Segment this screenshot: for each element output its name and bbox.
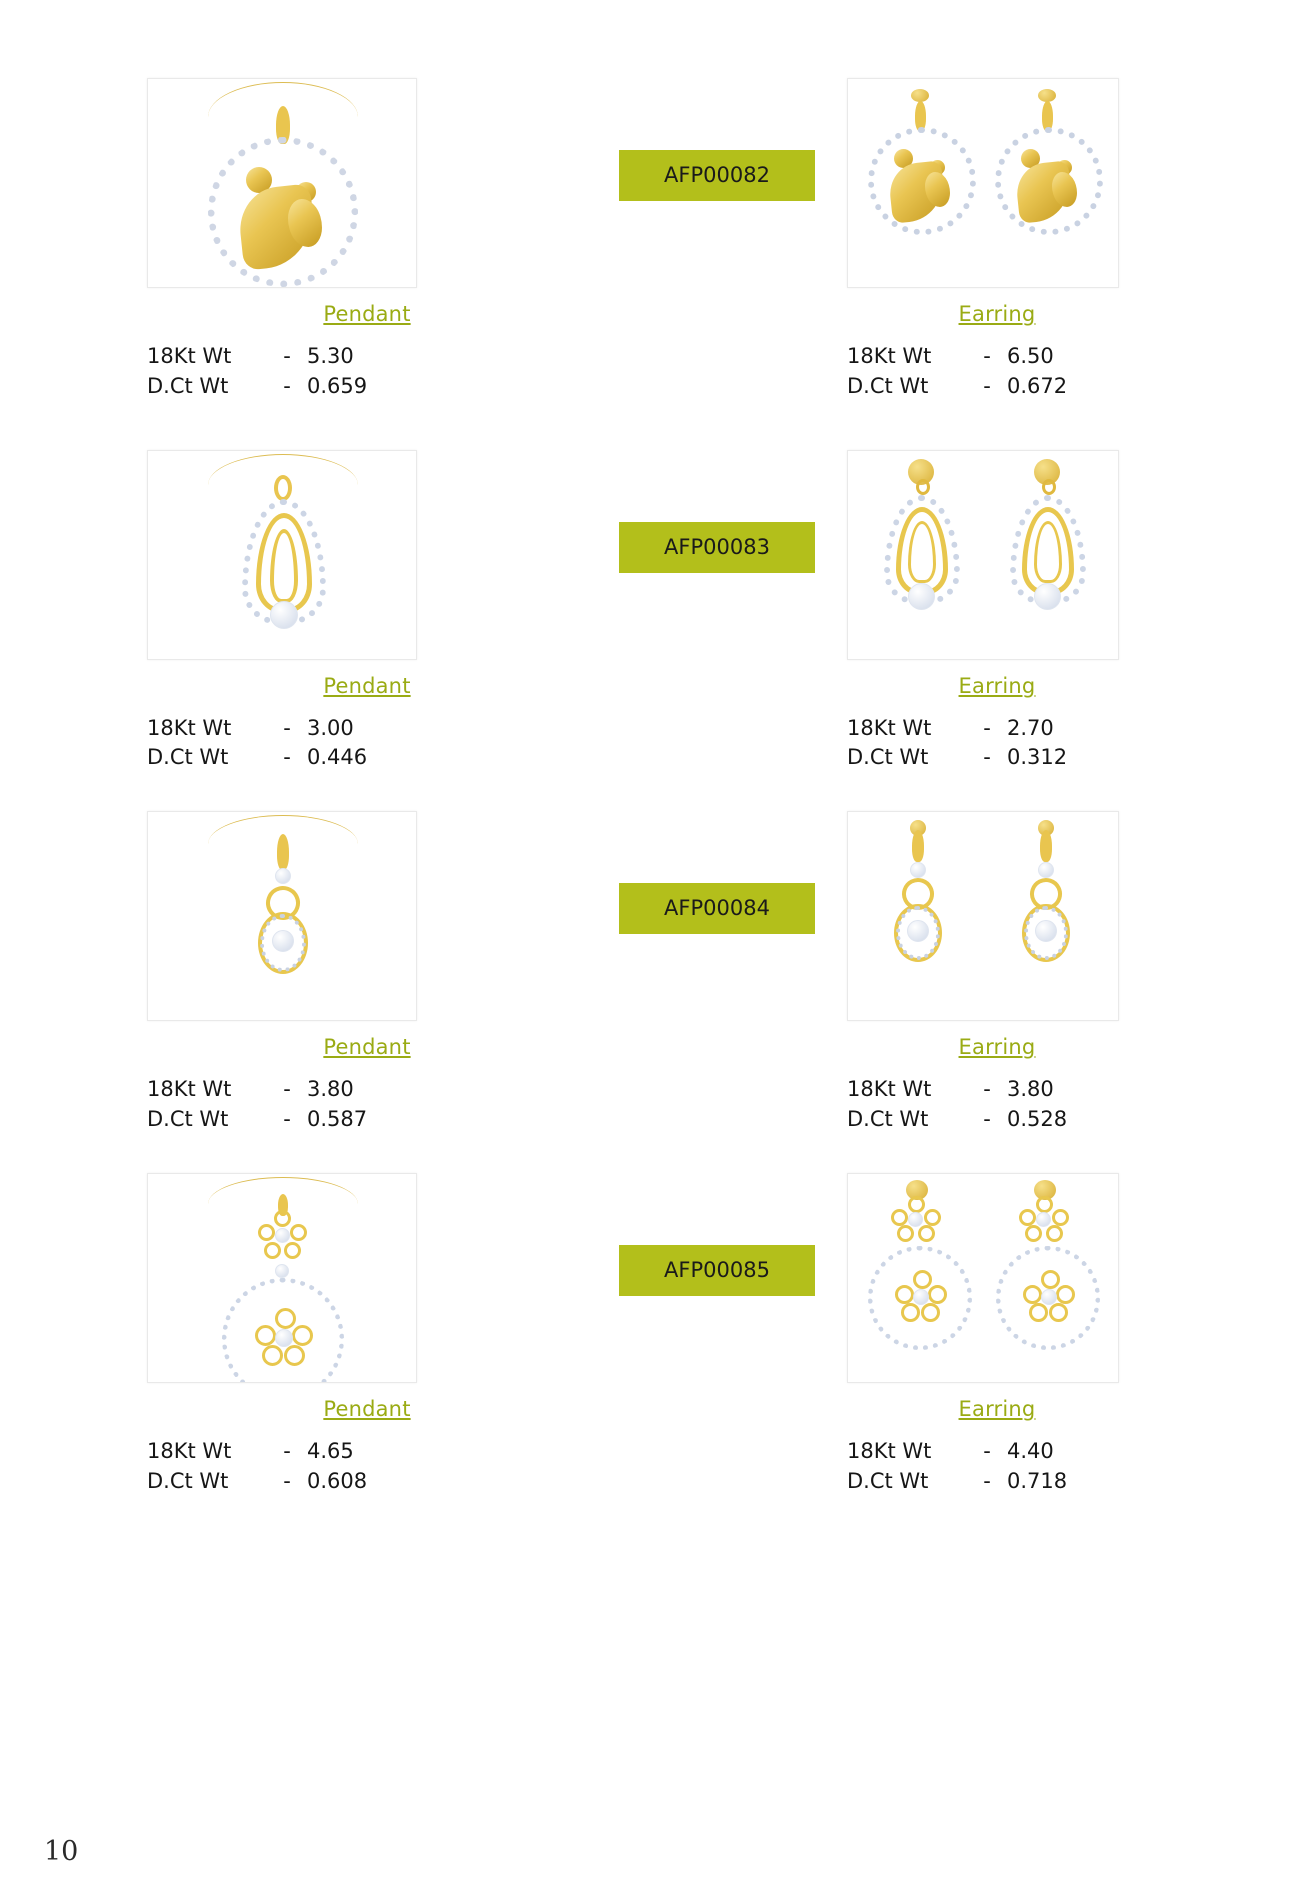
spec-dct: [847, 743, 1147, 773]
code-cell: [587, 450, 847, 573]
spec-dct-value: 0.312: [1007, 745, 1068, 770]
earring-cell: [847, 1173, 1147, 1497]
code-cell: [587, 811, 847, 934]
spec-dct-label: D.Ct Wt: [847, 1468, 929, 1493]
earring-caption: Earring: [958, 1396, 1036, 1421]
product-code-badge: AFP00085: [619, 1245, 815, 1296]
pendant-caption: Pendant: [323, 1035, 411, 1060]
pendant-image-afp00083: [147, 450, 417, 660]
spec-18kt-label: 18Kt Wt: [847, 344, 932, 368]
code-cell: [587, 78, 847, 201]
pendant-cell: [147, 811, 587, 1135]
earring-specs: [847, 714, 1147, 774]
spec-dct: [147, 1105, 587, 1135]
code-cell: [587, 1173, 847, 1296]
spec-18kt-value: 3.80: [1007, 1077, 1054, 1102]
pendant-caption: Pendant: [323, 673, 411, 698]
spec-dash: -: [283, 1107, 291, 1132]
pendant-cell: [147, 450, 587, 774]
spec-dash: -: [283, 1438, 291, 1463]
spec-18kt-value: 3.00: [307, 715, 354, 740]
spec-dash: -: [283, 1468, 291, 1493]
earring-image-afp00082: [847, 78, 1119, 288]
spec-dash: -: [983, 1107, 991, 1132]
spec-18kt-label: 18Kt Wt: [147, 1077, 232, 1102]
spec-dash: -: [283, 745, 291, 770]
spec-dct-label: D.Ct Wt: [147, 1107, 229, 1132]
spec-dct-value: 0.528: [1007, 1107, 1068, 1132]
spec-18kt-label: 18Kt Wt: [847, 1438, 932, 1463]
spec-18kt-value: 6.50: [1007, 344, 1054, 368]
earring-specs: [847, 1075, 1147, 1135]
spec-dct: [147, 743, 587, 773]
spec-18kt-value: 4.40: [1007, 1438, 1054, 1463]
spec-dct-value: 0.672: [1007, 373, 1068, 398]
spec-18kt: [147, 342, 587, 372]
spec-dct-label: D.Ct Wt: [147, 1468, 229, 1493]
spec-dct: [147, 372, 587, 402]
spec-18kt-label: 18Kt Wt: [847, 715, 932, 740]
spec-18kt-value: 3.80: [307, 1077, 354, 1102]
spec-dct-label: D.Ct Wt: [147, 373, 229, 398]
pendant-image-afp00082: [147, 78, 417, 288]
spec-18kt: [847, 342, 1147, 372]
earring-specs: [847, 1437, 1147, 1497]
spec-dct-label: D.Ct Wt: [847, 1107, 929, 1132]
pendant-caption: Pendant: [323, 302, 411, 326]
pendant-cell: [147, 78, 587, 402]
pendant-specs: [147, 1437, 587, 1497]
pendant-cell: [147, 1173, 587, 1497]
earring-caption: Earring: [958, 1035, 1036, 1060]
product-code-badge: AFP00082: [619, 150, 815, 201]
spec-18kt-value: 2.70: [1007, 715, 1054, 740]
pendant-image-afp00084: [147, 811, 417, 1021]
spec-dash: -: [283, 715, 291, 740]
catalog-page: [0, 78, 1299, 1891]
product-row: [0, 1173, 1299, 1497]
spec-18kt-value: 4.65: [307, 1438, 354, 1463]
spec-dash: -: [983, 1468, 991, 1493]
earring-cell: [847, 450, 1147, 774]
product-code-badge: AFP00084: [619, 883, 815, 934]
spec-18kt: [147, 1437, 587, 1467]
pendant-image-afp00085: [147, 1173, 417, 1383]
earring-cell: [847, 811, 1147, 1135]
spec-18kt: [847, 1075, 1147, 1105]
spec-dct: [147, 1467, 587, 1497]
spec-dash: -: [283, 373, 291, 398]
spec-dct-value: 0.659: [307, 373, 368, 398]
spec-18kt: [147, 714, 587, 744]
spec-dct-value: 0.718: [1007, 1468, 1068, 1493]
spec-dash: -: [983, 1077, 991, 1102]
product-code-badge: AFP00083: [619, 522, 815, 573]
pendant-specs: [147, 1075, 587, 1135]
spec-dash: -: [983, 1438, 991, 1463]
product-row: [0, 811, 1299, 1135]
page-number: 10: [44, 1836, 79, 1867]
pendant-caption: Pendant: [323, 1396, 411, 1421]
spec-dash: -: [283, 344, 291, 368]
product-row: [0, 450, 1299, 774]
spec-dct-value: 0.608: [307, 1468, 368, 1493]
pendant-specs: [147, 342, 587, 402]
product-row: [0, 78, 1299, 402]
spec-dct-value: 0.587: [307, 1107, 368, 1132]
spec-18kt-label: 18Kt Wt: [147, 344, 232, 368]
spec-18kt-label: 18Kt Wt: [147, 1438, 232, 1463]
spec-dct-value: 0.446: [307, 745, 368, 770]
spec-dash: -: [983, 715, 991, 740]
spec-dct-label: D.Ct Wt: [147, 745, 229, 770]
spec-dash: -: [983, 373, 991, 398]
spec-dash: -: [983, 344, 991, 368]
earring-cell: [847, 78, 1147, 402]
earring-image-afp00083: [847, 450, 1119, 660]
spec-18kt: [847, 1437, 1147, 1467]
spec-dct: [847, 1105, 1147, 1135]
earring-image-afp00084: [847, 811, 1119, 1021]
spec-18kt-value: 5.30: [307, 344, 354, 368]
spec-18kt-label: 18Kt Wt: [147, 715, 232, 740]
spec-dct-label: D.Ct Wt: [847, 373, 929, 398]
spec-18kt: [847, 714, 1147, 744]
spec-18kt-label: 18Kt Wt: [847, 1077, 932, 1102]
earring-caption: Earring: [958, 302, 1036, 326]
pendant-specs: [147, 714, 587, 774]
earring-image-afp00085: [847, 1173, 1119, 1383]
earring-caption: Earring: [958, 673, 1036, 698]
earring-specs: [847, 342, 1147, 402]
spec-dct-label: D.Ct Wt: [847, 745, 929, 770]
spec-dash: -: [283, 1077, 291, 1102]
spec-dash: -: [983, 745, 991, 770]
spec-dct: [847, 1467, 1147, 1497]
spec-18kt: [147, 1075, 587, 1105]
spec-dct: [847, 372, 1147, 402]
